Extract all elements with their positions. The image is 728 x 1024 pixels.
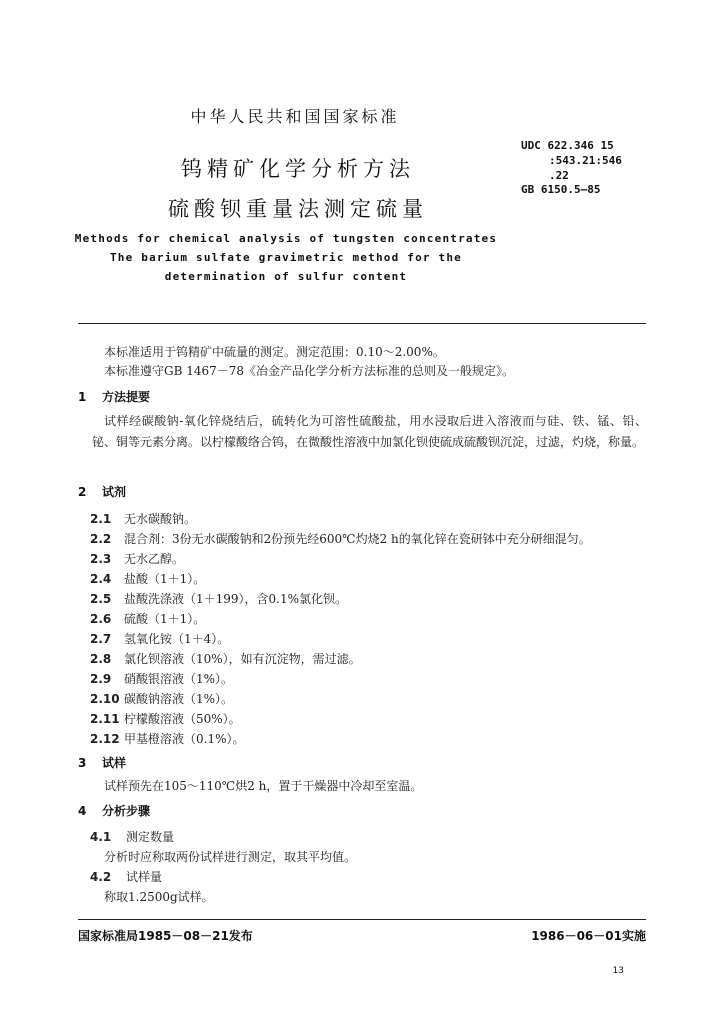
section-title: 方法提要 [102, 390, 151, 404]
reagent-item [90, 610, 205, 627]
reagent-text: 无水碳酸钠。 [124, 512, 197, 526]
section-2-heading [78, 483, 126, 500]
reagent-item [90, 570, 205, 587]
reagent-number: 2.1 [90, 512, 112, 526]
udc-line-2: :543.21:546 [549, 154, 622, 167]
subsection-4-2-heading [90, 868, 162, 885]
section-title: 试剂 [102, 485, 127, 499]
issue-date: 国家标准局1985－08－21发布 [78, 929, 253, 943]
effective-date: 1986－06－01实施 [531, 929, 646, 943]
section-title: 试样 [102, 756, 127, 770]
reagent-number: 2.11 [90, 712, 120, 726]
reagent-item [90, 550, 184, 567]
reagent-number: 2.6 [90, 612, 112, 626]
intro-compliance: 本标准遵守GB 1467－78《冶金产品化学分析方法标准的总则及一般规定》。 [104, 364, 515, 378]
udc-line-3: .22 [549, 169, 569, 182]
reagent-number: 2.8 [90, 652, 112, 666]
reagent-number: 2.12 [90, 732, 120, 746]
subsection-4-1-heading [90, 828, 174, 845]
reagent-text: 盐酸（1＋1）。 [124, 572, 206, 586]
subsection-number: 4.1 [90, 830, 112, 844]
reagent-item [90, 650, 361, 667]
reagent-number: 2.9 [90, 672, 112, 686]
udc-line-1: UDC 622.346 15 [521, 139, 614, 152]
reagent-text: 硫酸（1＋1）。 [124, 612, 206, 626]
subsection-title: 测定数量 [126, 830, 175, 844]
reagent-text: 盐酸洗涤液（1＋199），含0.1%氯化钡。 [124, 592, 348, 606]
section-number: 3 [78, 756, 87, 770]
section-1-heading [78, 388, 150, 405]
section-1-body: 试样经碳酸钠-氧化锌烧结后，硫转化为可溶性硫酸盐，用水浸取后进入溶液而与硅、铁、锰、铅、铋、铜等元素分离。以柠檬酸络合钨，在微酸性溶液中加氯化钡使硫成硫酸钡沉淀，过滤，灼烧，称量。 [92, 414, 647, 449]
intro-scope: 本标准适用于钨精矿中硫量的测定。测定范围：0.10～2.00%。 [104, 345, 445, 359]
reagent-number: 2.5 [90, 592, 112, 606]
reagent-number: 2.7 [90, 632, 112, 646]
header-divider [78, 323, 646, 324]
document-subtitle: 硫酸钡重量法测定硫量 [168, 197, 428, 221]
english-title-line-3: determination of sulfur content [164, 270, 408, 283]
reagent-item [90, 530, 591, 547]
subsection-4-2-body: 称取1.2500g试样。 [104, 890, 214, 904]
subsection-title: 试样量 [126, 870, 163, 884]
reagent-item [90, 730, 245, 747]
section-title: 分析步骤 [102, 804, 151, 818]
reagent-text: 混合剂：3份无水碳酸钠和2份预先经600℃灼烧2 h的氧化锌在瓷研钵中充分研细混匀。 [124, 532, 591, 546]
page-number: 13 [612, 966, 624, 976]
subsection-4-1-body: 分析时应称取两份试样进行测定，取其平均值。 [104, 850, 357, 864]
national-standard-title: 中华人民共和国国家标准 [190, 107, 400, 126]
reagent-item [90, 710, 241, 727]
reagent-text: 无水乙醇。 [124, 552, 185, 566]
subsection-number: 4.2 [90, 870, 112, 884]
section-4-heading [78, 802, 150, 819]
section-3-body: 试样预先在105～110℃烘2 h，置于干燥器中冷却至室温。 [104, 779, 423, 793]
section-number: 4 [78, 804, 87, 818]
reagent-text: 氢氧化铵（1＋4）。 [124, 632, 230, 646]
reagent-number: 2.2 [90, 532, 112, 546]
reagent-text: 硝酸银溶液（1%）。 [124, 672, 234, 686]
section-number: 1 [78, 390, 87, 404]
reagent-item [90, 590, 347, 607]
reagent-item [90, 690, 233, 707]
section-number: 2 [78, 485, 87, 499]
reagent-text: 碳酸钠溶液（1%）。 [124, 692, 234, 706]
reagent-text: 氯化钡溶液（10%），如有沉淀物，需过滤。 [124, 652, 361, 666]
reagent-item [90, 670, 233, 687]
footer-divider [78, 919, 646, 920]
english-title-line-1: Methods for chemical analysis of tungsten concentrates [74, 232, 498, 245]
reagent-text: 甲基橙溶液（0.1%）。 [124, 732, 245, 746]
section-3-heading [78, 754, 126, 771]
gb-code: GB 6150.5—85 [521, 183, 601, 196]
reagent-item [90, 510, 196, 527]
document-title: 钨精矿化学分析方法 [181, 157, 415, 181]
reagent-number: 2.3 [90, 552, 112, 566]
english-title-line-2: The barium sulfate gravimetric method for the [109, 251, 462, 264]
reagent-number: 2.10 [90, 692, 120, 706]
reagent-number: 2.4 [90, 572, 112, 586]
reagent-item [90, 630, 229, 647]
reagent-text: 柠檬酸溶液（50%）。 [124, 712, 241, 726]
